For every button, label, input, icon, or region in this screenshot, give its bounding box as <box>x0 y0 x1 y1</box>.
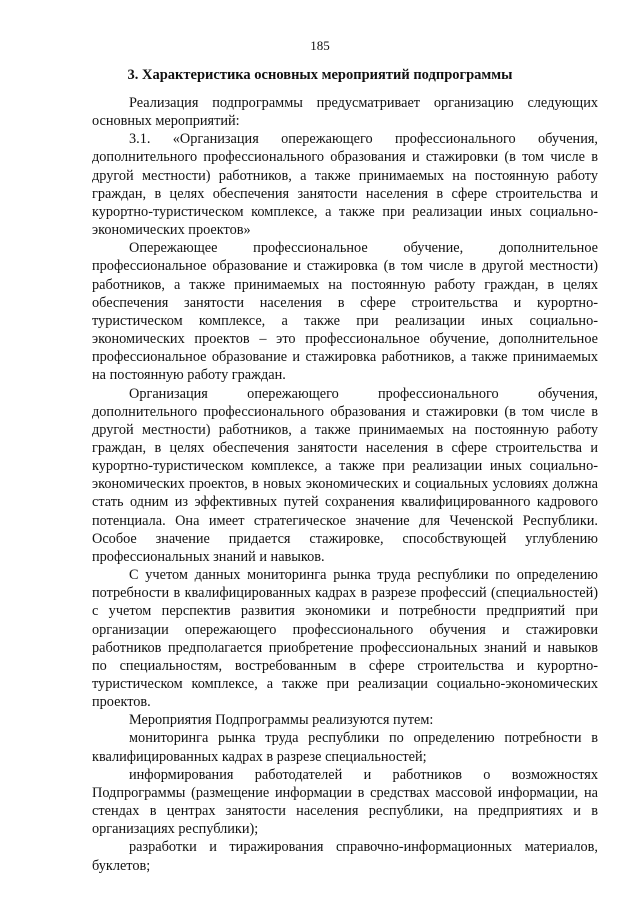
paragraph-organization: Организация опережающего профессионального обучения, дополнительного профессионального образования и стажировки (в том числе в другой местности) работников, а также принимаемых на постоянную работу граждан, в целях обеспечения занятости населения в сфере строительства и курортно-туристическом комплексе, а также при реализации иных социально-экономических проектов, в новых экономических и социальных условиях должна стать одним из эффективных путей сохранения квалифицированного кадрового потенциала. Она имеет стратегическое значение для Чеченской Республики. Особое значение придается стажировке, способствующей углублению профессиональных знаний и навыков. <box>92 385 598 565</box>
paragraph-intro: Реализация подпрограммы предусматривает организацию следующих основных мероприятий: <box>92 95 598 130</box>
page-number: 185 <box>310 38 330 53</box>
body-text <box>92 94 598 875</box>
paragraph-informing: информирования работодателей и работников о возможностях Подпрограммы (размещение информации в средствах массовой информации, на стендах в центрах занятости населения республики, на предприятиях и в организациях республики); <box>92 766 598 838</box>
paragraph-definition: Опережающее профессиональное обучение, дополнительное профессиональное образование и стажировка (в том числе в другой местности) работников, а также принимаемых на постоянную работу граждан, в целях обеспечения занятости населения в сфере строительства и курортно-туристическом комплексе, а также при реализации иных социально-экономических проектов – это профессиональное обучение, дополнительное профессиональное образование и стажировка работников, а также принимаемых на постоянную работу граждан. <box>92 240 598 384</box>
paragraph-booklets: разработки и тиражирования справочно-информационных материалов, буклетов; <box>92 839 598 874</box>
paragraph-measure-3-1: 3.1. «Организация опережающего профессионального обучения, дополнительного профессионального образования и стажировки (в том числе в другой местности) работников, а также принимаемых на постоянную работу граждан, в целях обеспечения занятости населения в сфере строительства и курортно-туристическом комплексе, а также при реализации иных социально-экономических проектов» <box>92 131 598 239</box>
paragraph-implementation-intro: Мероприятия Подпрограммы реализуются путем: <box>129 712 434 729</box>
paragraph-monitoring-context: С учетом данных мониторинга рынка труда республики по определению потребности в квалифицированных кадрах в разрезе профессий (специальностей) с учетом перспектив развития экономики и потребности предприятий при организации опережающего профессионального обучения и стажировки работников предполагается приобретение профессиональных знаний и навыков по специальностям, востребованным в сфере строительства и курортно-туристическом комплексе, а также при реализации социально-экономических проектов. <box>92 567 598 711</box>
paragraph-monitoring: мониторинга рынка труда республики по определению потребности в квалифицированных кадрах в разрезе специальностей; <box>92 730 598 765</box>
section-heading: 3. Характеристика основных мероприятий подпрограммы <box>127 67 513 83</box>
